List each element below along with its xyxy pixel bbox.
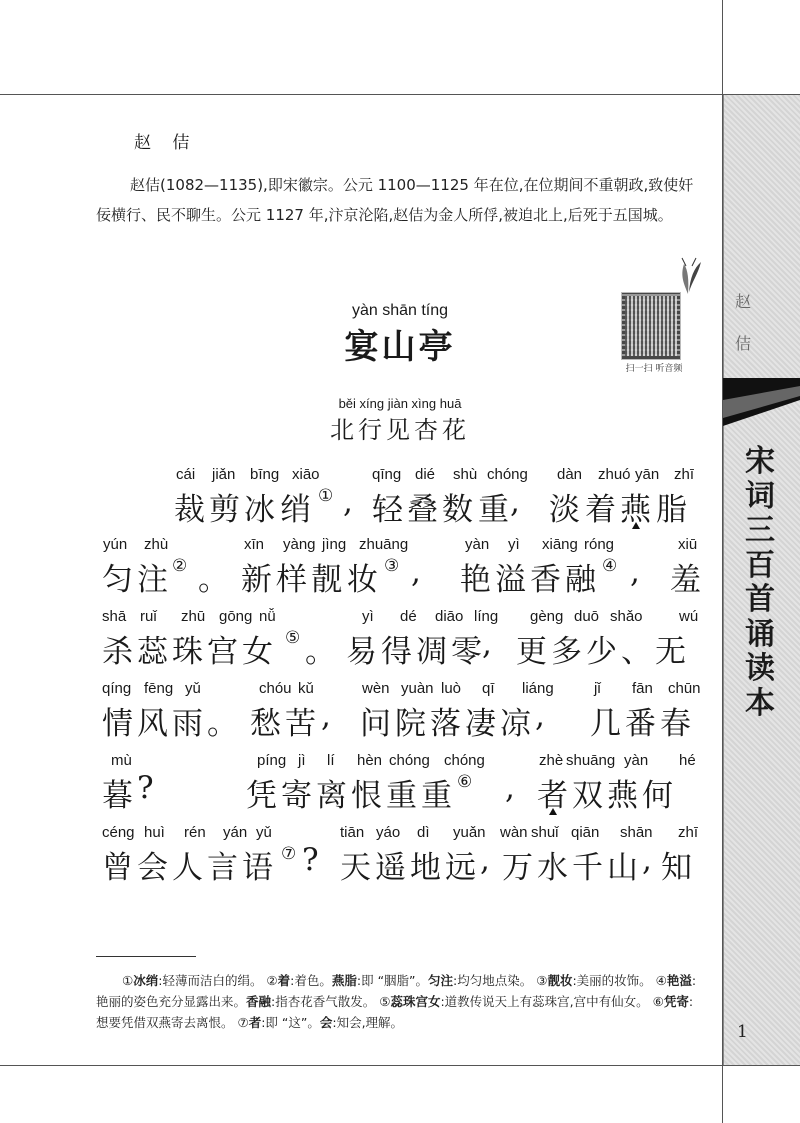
poem-character: 何 (642, 778, 674, 814)
pinyin-syllable: shuǐ (531, 824, 559, 841)
pronunciation-mark-icon (632, 522, 640, 529)
footnote-text: :知会,理解。 (332, 1015, 404, 1030)
footnote-marker: ⑤ (285, 628, 302, 648)
footnote-text: :想要凭借双燕寄去离恨。 ⑦ (96, 994, 694, 1030)
pinyin-syllable: hé (679, 752, 696, 769)
poem-character: 、 (621, 634, 653, 670)
pinyin-syllable: jǐ (594, 680, 601, 697)
poem-character: 会 (137, 850, 169, 886)
poem-character: 杀 (102, 634, 134, 670)
page-number: 1 (737, 1022, 748, 1042)
footnote-text: :道教传说天上有蕊珠宫,宫中有仙女。 ⑥ (440, 994, 664, 1009)
poem-character: 万 (502, 850, 534, 886)
pinyin-syllable: dàn (557, 466, 583, 483)
pinyin-syllable: yuǎn (453, 824, 486, 841)
pinyin-syllable: kǔ (298, 680, 314, 697)
poem-character: 得 (381, 634, 413, 670)
pinyin-syllable: yáo (376, 824, 401, 841)
poem-character: 燕 (620, 492, 652, 528)
pinyin-syllable: hèn (357, 752, 383, 769)
pinyin-syllable: shān (620, 824, 653, 841)
pinyin-syllable: dé (400, 608, 417, 625)
poem-character: 几 (590, 706, 622, 742)
pinyin-syllable: jiǎn (212, 466, 236, 483)
pinyin-syllable: gōng (219, 608, 253, 625)
poem-character: 珠 (172, 634, 204, 670)
poem-character: 春 (660, 706, 692, 742)
poem-character: 远 (445, 850, 477, 886)
pinyin-syllable: zhū (181, 608, 206, 625)
footnote-term: 冰绡 (133, 973, 159, 988)
pinyin-syllable: chūn (668, 680, 701, 697)
sidebar-banner (723, 378, 800, 426)
pinyin-syllable: tiān (340, 824, 365, 841)
poem-character: 样 (276, 562, 308, 598)
poem-character: , (505, 770, 516, 806)
poem-character: 多 (551, 634, 583, 670)
poem-character: 燕 (607, 778, 639, 814)
poem-character: 天 (340, 850, 372, 886)
poem-character: 注 (137, 562, 169, 598)
footnote-term: 着 (277, 973, 291, 988)
poem-character: 。 (207, 706, 239, 742)
poem-character: 愁 (250, 706, 282, 742)
footnote-term: 者 (248, 1015, 262, 1030)
pinyin-syllable: yún (103, 536, 128, 553)
pinyin-syllable: xiāng (542, 536, 578, 553)
bottom-footer-rule (0, 1065, 800, 1066)
poem-character: 言 (207, 850, 239, 886)
pinyin-syllable: chóng (487, 466, 528, 483)
poem-character: 零 (451, 634, 483, 670)
poem-character: 溢 (495, 562, 527, 598)
poem-character: 羞 (670, 562, 702, 598)
poem-character: 裁 (174, 492, 206, 528)
pinyin-syllable: bīng (250, 466, 280, 483)
poem-subtitle: 北行见杏花 (330, 416, 470, 444)
poem-character: , (482, 626, 493, 662)
audio-qr-code[interactable] (621, 292, 681, 360)
pinyin-syllable: yàn (465, 536, 490, 553)
footnote-text: :即 “这”。 (261, 1015, 320, 1030)
footnote-term: 艳溢 (666, 973, 692, 988)
pinyin-syllable: wú (679, 608, 699, 625)
poem-character: 离 (316, 778, 348, 814)
poem-character: 靓 (311, 562, 343, 598)
footnote-term: 香融 (246, 994, 272, 1009)
poem-character: 重 (478, 492, 510, 528)
footnote-text: :艳丽的姿色充分显露出来。 (96, 973, 697, 1009)
poem-character: 苦 (285, 706, 317, 742)
footnote-text: :轻薄而洁白的绢。 ② (158, 973, 278, 988)
poem-character: 。 (198, 562, 230, 598)
poem-title-pinyin: yàn shān tíng (351, 302, 449, 319)
pinyin-syllable: qiān (571, 824, 600, 841)
pinyin-syllable: nǚ (259, 608, 276, 625)
pinyin-syllable: duō (574, 608, 600, 625)
pinyin-syllable: zhè (539, 752, 564, 769)
footnote-text: :指杏花香气散发。 ⑤ (271, 994, 391, 1009)
poem-character: 凭 (246, 778, 278, 814)
pinyin-syllable: fān (632, 680, 653, 697)
pinyin-syllable: chóng (389, 752, 430, 769)
qr-pattern (625, 296, 677, 356)
pinyin-syllable: diāo (435, 608, 464, 625)
pinyin-syllable: yì (362, 608, 374, 625)
poem-character: 凉 (500, 706, 532, 742)
pinyin-syllable: shù (453, 466, 478, 483)
pinyin-syllable: mù (111, 752, 132, 769)
pinyin-syllable: shuāng (566, 752, 616, 769)
poem-character: 山 (607, 850, 639, 886)
pinyin-syllable: yuàn (401, 680, 434, 697)
footnote-marker: ④ (602, 556, 619, 576)
pinyin-syllable: qīng (372, 466, 402, 483)
pinyin-syllable: yán (223, 824, 248, 841)
pinyin-syllable: rén (184, 824, 206, 841)
poem-character: 女 (242, 634, 274, 670)
poem-character: 少 (586, 634, 618, 670)
poem-character: 淡 (549, 492, 581, 528)
poem-character: 艳 (460, 562, 492, 598)
poem-character: 匀 (102, 562, 134, 598)
pinyin-syllable: xīn (244, 536, 265, 553)
pinyin-syllable: zhī (678, 824, 699, 841)
poem-character: 宫 (207, 634, 239, 670)
poem-character: , (535, 698, 546, 734)
pinyin-syllable: shā (102, 608, 127, 625)
poem-character: 雨 (172, 706, 204, 742)
pinyin-syllable: píng (257, 752, 287, 769)
book-title-char: 诵 (745, 616, 775, 652)
pinyin-syllable: lí (327, 752, 335, 769)
pinyin-syllable: yàng (283, 536, 316, 553)
pinyin-syllable: xiāo (292, 466, 320, 483)
poem-character: 冰 (244, 492, 276, 528)
poem-character: , (411, 554, 422, 590)
pinyin-syllable: yǔ (256, 824, 272, 841)
footnote-term: 凭寄 (663, 994, 689, 1009)
pinyin-syllable: fēng (144, 680, 174, 697)
poem-character: 暮 (102, 778, 134, 814)
sidebar-author-char-2: 佶 (734, 334, 751, 353)
pinyin-syllable: céng (102, 824, 135, 841)
footnote-text: :均匀地点染。 ③ (453, 973, 548, 988)
book-title-char: 本 (745, 685, 775, 721)
poem-subtitle-pinyin: běi xíng jiàn xìng huā (338, 396, 462, 411)
poem-character: 数 (442, 492, 474, 528)
poem-character: 水 (537, 850, 569, 886)
top-header-rule (0, 94, 800, 95)
poem-character: , (321, 698, 332, 734)
pinyin-syllable: qī (482, 680, 495, 697)
pinyin-syllable: yǔ (185, 680, 201, 697)
poem-character: ? (302, 842, 320, 878)
poem-character: 重 (386, 778, 418, 814)
poem-character: , (480, 842, 491, 878)
poem-character: 叠 (407, 492, 439, 528)
pinyin-syllable: zhù (144, 536, 169, 553)
poem-character: 情 (102, 706, 134, 742)
pinyin-syllable: dì (417, 824, 430, 841)
footnote-term: 靓妆 (547, 973, 573, 988)
pinyin-syllable: jì (298, 752, 306, 769)
book-title-char: 宋 (745, 444, 775, 479)
footnote-term: 匀注 (428, 973, 454, 988)
poem-character: 问 (360, 706, 392, 742)
pinyin-syllable: wèn (362, 680, 390, 697)
butterfly-icon (674, 256, 704, 296)
pinyin-syllable: jìng (322, 536, 347, 553)
poem-character: 绡 (280, 492, 312, 528)
book-title-char: 读 (745, 651, 775, 686)
pinyin-syllable: dié (415, 466, 436, 483)
book-title-vertical (730, 445, 790, 721)
footnote-term: 燕脂 (331, 973, 357, 988)
footnote-marker: ③ (384, 556, 401, 576)
pinyin-syllable: xiū (678, 536, 698, 553)
footnote-rule (96, 956, 196, 957)
book-title-char: 三 (745, 513, 775, 548)
poem-character: 曾 (102, 850, 134, 886)
footnote-marker: ⑥ (457, 772, 474, 792)
footnote-text: :美丽的妆饰。 ④ (572, 973, 667, 988)
poem-character: 风 (137, 706, 169, 742)
pinyin-syllable: zhuāng (359, 536, 409, 553)
author-intro: 赵佶(1082—1135),即宋徽宗。公元 1100—1125 年在位,在位期间不重朝政,致使奸佞横行、民不聊生。公元 1127 年,汴京沦陷,赵佶为金人所俘,被迫北上,后死于五国城。 (96, 176, 694, 224)
pinyin-syllable: qíng (102, 680, 132, 697)
author-heading: 赵 佶 (134, 133, 198, 153)
poem-character: 融 (565, 562, 597, 598)
poem-character: 遥 (375, 850, 407, 886)
footnote-text: ① (122, 973, 134, 988)
poem-character: 轻 (372, 492, 404, 528)
poem-character: 香 (530, 562, 562, 598)
pinyin-syllable: zhuó (598, 466, 631, 483)
pinyin-syllable: yàn (624, 752, 649, 769)
footnote-marker: ① (318, 486, 335, 506)
poem-character: 更 (516, 634, 548, 670)
book-title-char: 百 (745, 547, 775, 583)
poem-character: 千 (572, 850, 604, 886)
poem-character: 重 (421, 778, 453, 814)
poem-character: , (510, 484, 521, 520)
poem-character: 知 (661, 850, 693, 886)
pinyin-syllable: chóng (444, 752, 485, 769)
poem-character: 凄 (465, 706, 497, 742)
poem-character: 着 (585, 492, 617, 528)
pinyin-syllable: ruǐ (140, 608, 157, 625)
poem-character: 番 (625, 706, 657, 742)
pinyin-syllable: yì (508, 536, 520, 553)
poem-character: 。 (305, 634, 337, 670)
poem-character: 蕊 (137, 634, 169, 670)
pinyin-syllable: gèng (530, 608, 564, 625)
pinyin-syllable: yān (635, 466, 660, 483)
pinyin-syllable: cái (176, 466, 196, 483)
pinyin-syllable: wàn (500, 824, 528, 841)
poem-character: 地 (410, 850, 442, 886)
footnote-text: :即 “胭脂”。 (356, 973, 429, 988)
poem-character: 凋 (416, 634, 448, 670)
sidebar-author-char-1: 赵 (734, 292, 751, 311)
pronunciation-mark-icon (549, 808, 557, 815)
footnote-term: 会 (319, 1015, 333, 1030)
pinyin-syllable: huì (144, 824, 165, 841)
pinyin-syllable: chóu (259, 680, 292, 697)
poem-character: 双 (572, 778, 604, 814)
pinyin-syllable: shǎo (610, 608, 643, 625)
pinyin-syllable: luò (441, 680, 462, 697)
footnote-term: 蕊珠宫女 (390, 994, 441, 1009)
poem-character: 落 (430, 706, 462, 742)
poem-character: 寄 (281, 778, 313, 814)
poem-character: 脂 (656, 492, 688, 528)
book-title-char: 首 (745, 582, 775, 617)
footnote-marker: ⑦ (281, 844, 298, 864)
poem-character: 语 (242, 850, 274, 886)
poem-character: 院 (395, 706, 427, 742)
poem-title: 宴山亭 (344, 327, 456, 367)
pinyin-syllable: róng (584, 536, 615, 553)
poem-character: , (343, 484, 354, 520)
poem-character: 剪 (209, 492, 241, 528)
poem-character: , (642, 842, 653, 878)
pinyin-syllable: liáng (522, 680, 554, 697)
poem-character: 无 (655, 634, 687, 670)
qr-label: 扫一扫 听音频 (625, 364, 683, 374)
footnotes (96, 970, 700, 1033)
footnote-text: :着色。 (290, 973, 332, 988)
poem-character: 易 (346, 634, 378, 670)
footnote-marker: ② (172, 556, 189, 576)
pinyin-syllable: líng (474, 608, 499, 625)
poem-character: 新 (241, 562, 273, 598)
poem-character: 者 (537, 778, 569, 814)
book-title-char: 词 (745, 478, 775, 514)
poem-character: 妆 (347, 562, 379, 598)
pinyin-syllable: zhī (674, 466, 695, 483)
poem-character: 恨 (351, 778, 383, 814)
poem-character: ? (137, 770, 155, 806)
poem-character: , (630, 554, 641, 590)
poem-character: 人 (172, 850, 204, 886)
